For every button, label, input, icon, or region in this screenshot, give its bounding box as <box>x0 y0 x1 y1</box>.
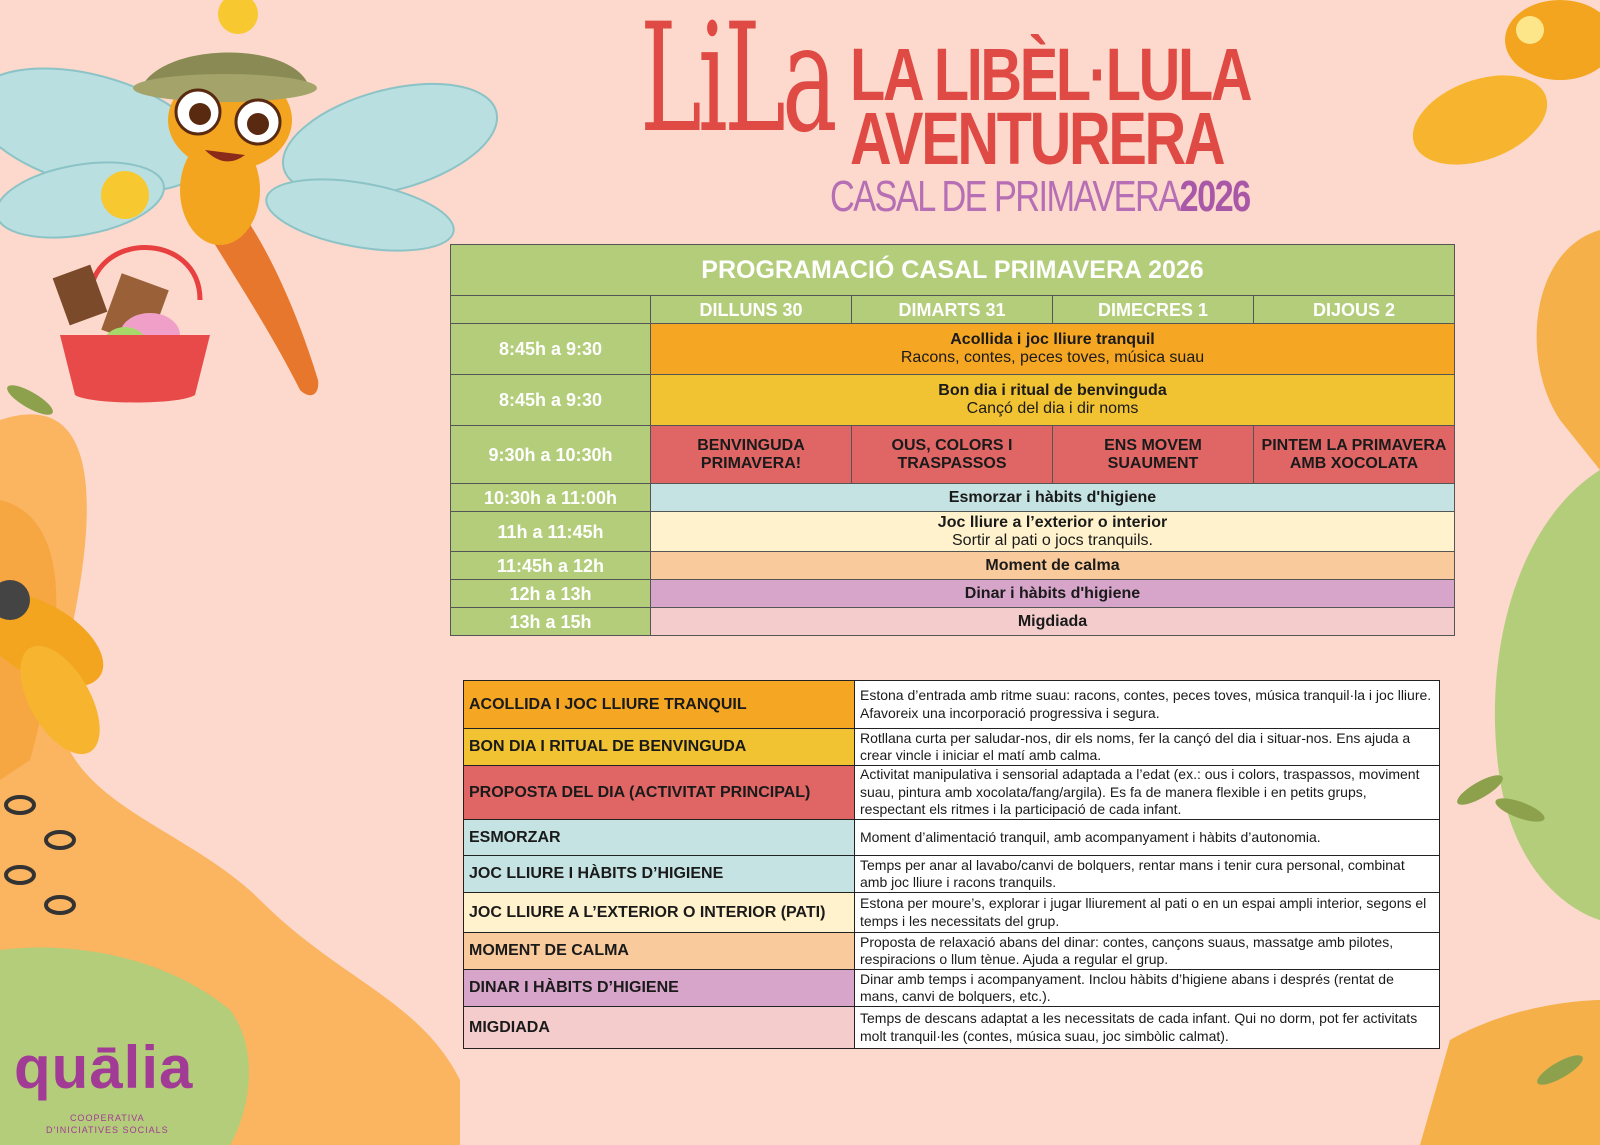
time-slot: 13h a 15h <box>451 608 651 636</box>
legend-description: Moment d’alimentació tranquil, amb acompanyament i hàbits d’autonomia. <box>855 820 1440 856</box>
legend-description: Estona d’entrada amb ritme suau: racons, contes, peces toves, música tranquil·la i joc lliure. Afavoreix una incorporació progressiva i segura. <box>855 681 1440 729</box>
day-header-empty <box>451 296 651 324</box>
cell-title: Acollida i joc lliure tranquil <box>950 331 1155 348</box>
activity-cell: PINTEM LA PRIMAVERA AMB XOCOLATA <box>1254 426 1455 484</box>
legend-description: Temps de descans adaptat a les necessitats de cada infant. Qui no dorm, pot fer activitats molt tranquil·les (contes, música suau, joc simbòlic calmat). <box>855 1007 1440 1049</box>
legend-label: ACOLLIDA I JOC LLIURE TRANQUIL <box>464 681 855 729</box>
schedule-title: PROGRAMACIÓ CASAL PRIMAVERA 2026 <box>451 245 1455 296</box>
coop-line-1: COOPERATIVA <box>69 1113 145 1123</box>
flower-icon <box>1401 0 1600 182</box>
legend-description: Temps per anar al lavabo/canvi de bolquers, rentar mans i tenir cura personal, combinat amb joc lliure i racons tranquils. <box>855 856 1440 893</box>
time-slot: 11h a 11:45h <box>451 512 651 552</box>
schedule-table <box>450 244 1455 636</box>
day-header: DIMARTS 31 <box>852 296 1053 324</box>
activity-cell: ENS MOVEM SUAUMENT <box>1053 426 1254 484</box>
brand-header <box>640 0 1251 230</box>
legend-description: Proposta de relaxació abans del dinar: contes, cançons suaus, massatge amb pilotes, respiracions o llum tènue. Ajuda a regular el grup. <box>855 933 1440 970</box>
legend-label: ESMORZAR <box>464 820 855 856</box>
subtitle-year: 2026 <box>1179 172 1250 221</box>
legend-description: Rotllana curta per saludar-nos, dir els noms, fer la cançó del dia i situar-nos. Ens ajuda a crear vincle i iniciar el matí amb calma. <box>855 729 1440 766</box>
legend-label: MIGDIADA <box>464 1007 855 1049</box>
legend-label: MOMENT DE CALMA <box>464 933 855 970</box>
legend-label: PROPOSTA DEL DIA (ACTIVITAT PRINCIPAL) <box>464 766 855 820</box>
legend-description: Estona per moure’s, explorar i jugar lliurement al pati o en un espai ampli interior, segons el temps i les necessitats del grup. <box>855 893 1440 933</box>
time-slot: 10:30h a 11:00h <box>451 484 651 512</box>
day-header: DILLUNS 30 <box>651 296 852 324</box>
legend-description: Dinar amb temps i acompanyament. Inclou hàbits d’higiene abans i després (rentat de mans, canvi de bolquers, etc.). <box>855 970 1440 1007</box>
schedule-cell: Migdiada <box>651 608 1455 636</box>
legend-table <box>463 680 1440 1049</box>
cell-title: Joc lliure a l’exterior o interior <box>937 513 1168 531</box>
schedule-cell: Dinar i hàbits d'higiene <box>651 580 1455 608</box>
cell-subtitle: Cançó del dia i dir noms <box>966 400 1139 417</box>
activity-cell: OUS, COLORS I TRASPASSOS <box>852 426 1053 484</box>
cell-subtitle: Sortir al pati o jocs tranquils. <box>952 531 1153 549</box>
schedule-cell <box>651 324 1455 375</box>
easter-basket-icon <box>53 248 210 403</box>
schedule-cell: Esmorzar i hàbits d'higiene <box>651 484 1455 512</box>
subtitle-text: CASAL DE PRIMAVERA <box>830 172 1180 221</box>
subtitle <box>830 172 1250 222</box>
schedule-cell <box>651 375 1455 426</box>
coop-tagline <box>46 1112 169 1136</box>
cell-title: Bon dia i ritual de benvinguda <box>938 382 1167 399</box>
legend-label: JOC LLIURE A L’EXTERIOR O INTERIOR (PATI) <box>464 893 855 933</box>
time-slot: 12h a 13h <box>451 580 651 608</box>
title-line-2: AVENTURERA <box>850 97 1224 180</box>
time-slot: 9:30h a 10:30h <box>451 426 651 484</box>
legend-description: Activitat manipulativa i sensorial adaptada a l’edat (ex.: ous i colors, traspassos, moviment suau, pintura amb xocolata/fang/argila). Es fa de manera flexible i en petits grups, respectant els ritmes i la participació de cada infant. <box>855 766 1440 820</box>
schedule-cell <box>651 512 1455 552</box>
schedule-cell: Moment de calma <box>651 552 1455 580</box>
time-slot: 11:45h a 12h <box>451 552 651 580</box>
title-line-1: LA LIBÈL·LULA <box>850 33 1251 116</box>
legend-label: DINAR I HÀBITS D’HIGIENE <box>464 970 855 1007</box>
coop-line-2: D'INICIATIVES SOCIALS <box>46 1125 169 1135</box>
day-header: DIJOUS 2 <box>1254 296 1455 324</box>
cell-subtitle: Racons, contes, peces toves, música suau <box>900 349 1205 366</box>
day-header: DIMECRES 1 <box>1053 296 1254 324</box>
legend-label: JOC LLIURE I HÀBITS D’HIGIENE <box>464 856 855 893</box>
legend-label: BON DIA I RITUAL DE BENVINGUDA <box>464 729 855 766</box>
qualia-logo: quālia <box>14 1034 194 1101</box>
lila-logo: LiLa <box>640 0 834 166</box>
time-slot: 8:45h a 9:30 <box>451 375 651 426</box>
time-slot: 8:45h a 9:30 <box>451 324 651 375</box>
activity-cell: BENVINGUDA PRIMAVERA! <box>651 426 852 484</box>
